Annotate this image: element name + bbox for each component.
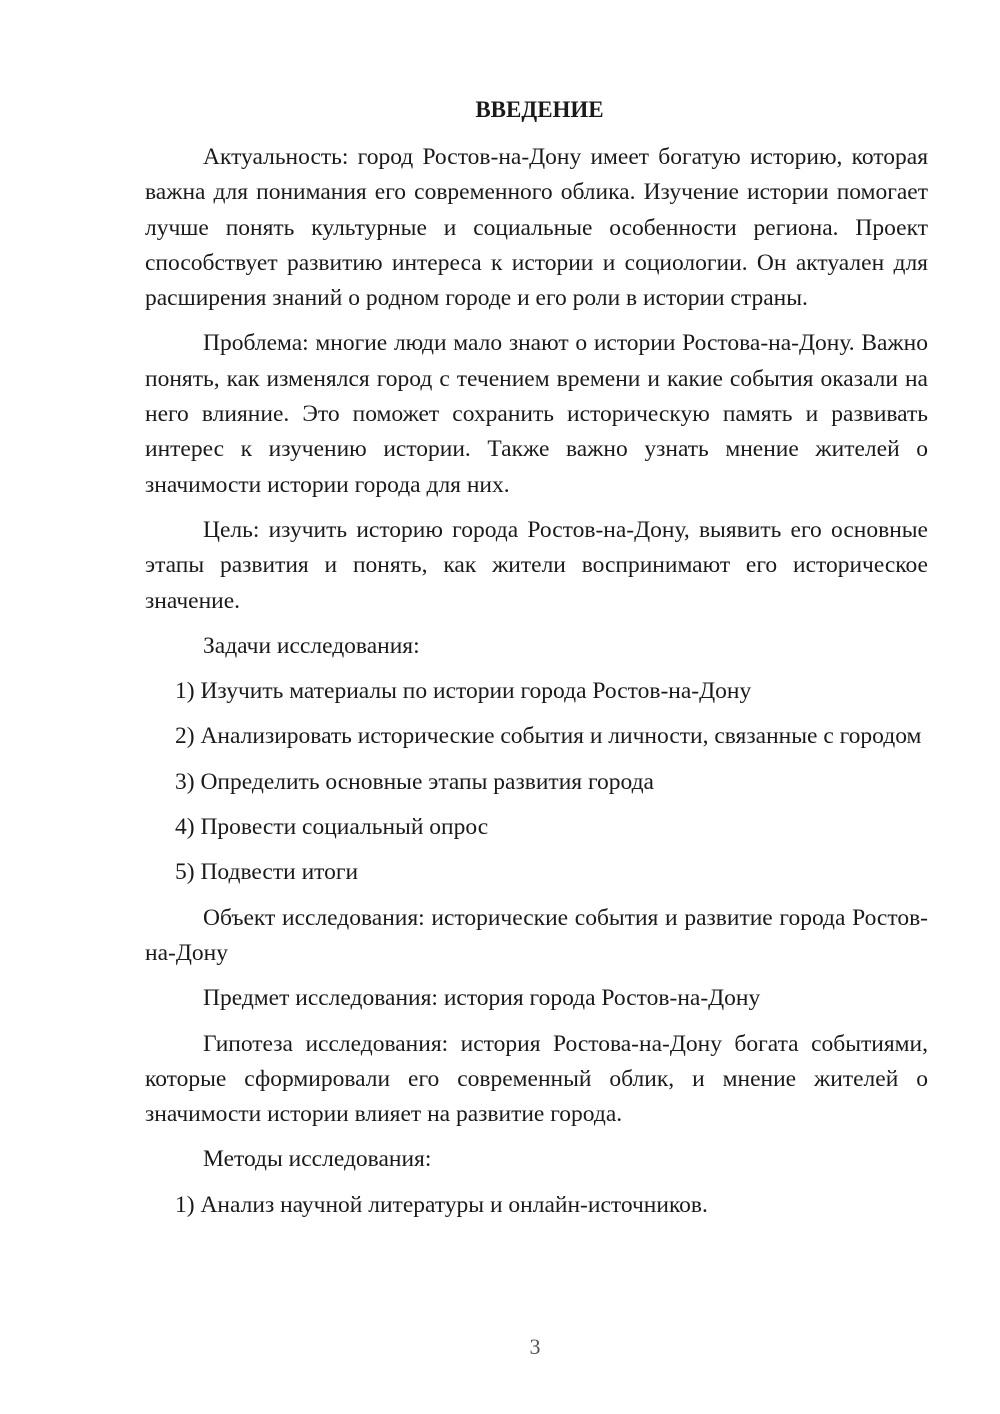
relevance-paragraph: Актуальность: город Ростов-на-Дону имеет богатую историю, которая важна для понимания его современного облика. Изучение истории помогает лучше понять культурные и социальные особенности региона. Проект способствует развитию интереса к истории и социологии. Он актуален для расширения знаний о родном городе и его роли в истории страны. (145, 144, 928, 312)
research-subject: Предмет исследования: история города Ростов-на-Дону (203, 985, 761, 1012)
research-object: Объект исследования: исторические события и развитие города Ростов-на-Дону (145, 904, 928, 966)
task-item-4: 4) Провести социальный опрос (175, 814, 489, 841)
section-heading: ВВЕДЕНИЕ (475, 97, 604, 122)
research-hypothesis: Гипотеза исследования: история Ростова-на-Дону богата событиями, которые сформировали его современный облик, и мнение жителей о значимости истории влияет на развитие города. (145, 1030, 928, 1128)
page-number: 3 (529, 1334, 541, 1359)
method-item-1: 1) Анализ научной литературы и онлайн-источников. (175, 1191, 708, 1218)
methods-title: Методы исследования: (203, 1146, 432, 1173)
task-item-2: 2) Анализировать исторические события и личности, связанные с городом (175, 723, 922, 750)
problem-paragraph: Проблема: многие люди мало знают о истории Ростова-на-Дону. Важно понять, как изменялся город с течением времени и какие события оказали на него влияние. Это поможет сохранить историческую память и развивать интерес к изучению истории. Также важно узнать мнение жителей о значимости истории города для них. (145, 330, 928, 498)
task-item-3: 3) Определить основные этапы развития города (175, 768, 654, 795)
tasks-title: Задачи исследования: (203, 632, 420, 659)
task-item-5: 5) Подвести итоги (175, 859, 359, 886)
goal-paragraph: Цель: изучить историю города Ростов-на-Дону, выявить его основные этапы развития и понять, как жители воспринимают его историческое значение. (145, 516, 928, 614)
page-content (145, 94, 928, 1223)
task-item-1: 1) Изучить материалы по истории города Ростов-на-Дону (175, 678, 752, 705)
